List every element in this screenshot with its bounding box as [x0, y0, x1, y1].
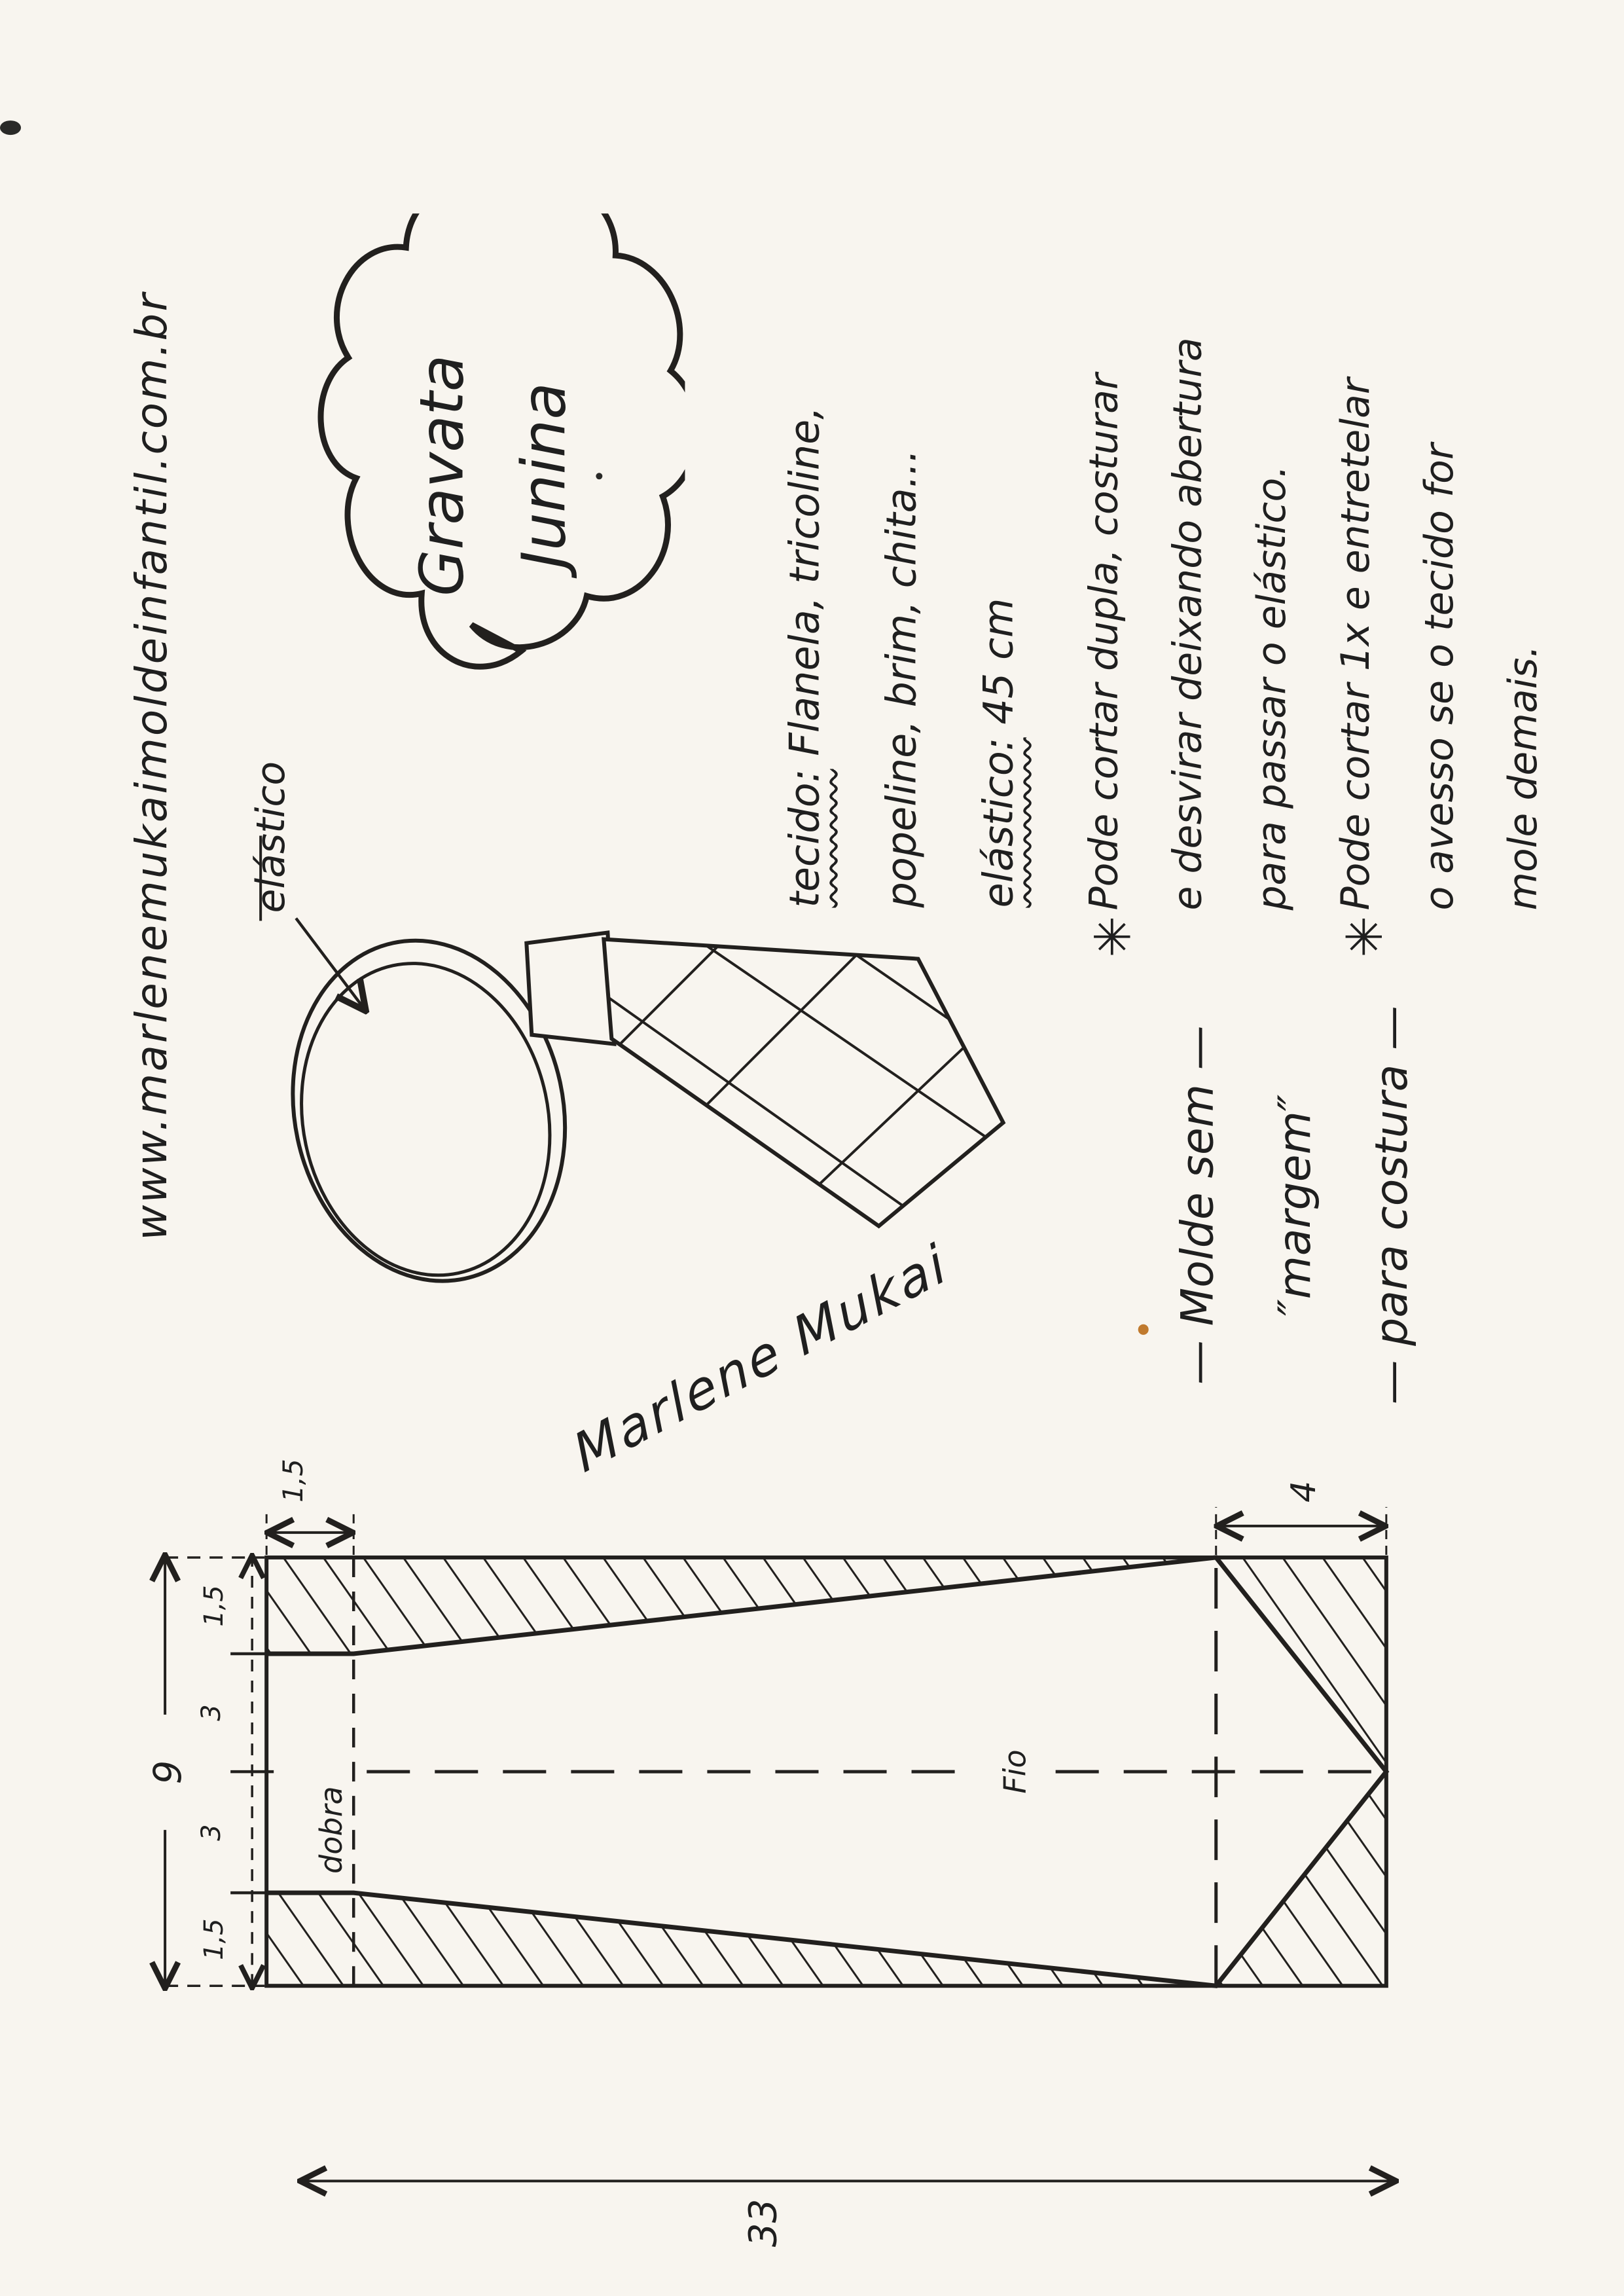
tip-length-label: 4	[1284, 1480, 1324, 1503]
grain-label: Fio	[997, 1749, 1033, 1794]
tie-body	[604, 939, 1003, 1226]
elastic-label: elástico	[249, 761, 295, 913]
segment-label-4: 1,5	[199, 1585, 230, 1627]
length-total-label: 33	[740, 2198, 785, 2248]
materials-line-1	[757, 407, 854, 908]
tie-knot	[526, 933, 614, 1044]
note-2-line-3: mole demais.	[1500, 645, 1547, 911]
segment-label-2: 3	[196, 1824, 227, 1841]
title-line-1: Gravata	[406, 354, 477, 596]
materials-line-3	[951, 407, 1048, 908]
materials-line-1-rest: Flanela, tricoline,	[782, 406, 829, 769]
note-2-line-1: Pode cortar 1x e entretelar	[1333, 378, 1379, 911]
fold-label: dobra	[314, 1786, 350, 1874]
segment-label-3: 3	[196, 1704, 227, 1721]
materials-word-tecido: tecido:	[782, 769, 829, 908]
molde-line-2: ″margem″	[1269, 1094, 1322, 1316]
materials-block	[757, 407, 1047, 908]
materials-line-2: popeline, brim, chita...	[878, 449, 926, 908]
tip-extension-lines	[1216, 1507, 1386, 1555]
width-total-label: 9	[145, 1760, 190, 1785]
segment-label-1: 1,5	[199, 1918, 230, 1960]
elastic-pointer-arrow	[296, 919, 364, 1009]
note-1-line-2: e desvirar deixando abertura	[1165, 337, 1212, 911]
fold-offset-label: 1,5	[277, 1459, 310, 1503]
note-2	[1315, 378, 1566, 958]
note-1	[1064, 337, 1315, 958]
no-seam-allowance-note	[1150, 937, 1441, 1474]
asterisk-icon: ✳	[1084, 915, 1142, 958]
title-text	[390, 279, 594, 672]
tie-pattern-diagram	[165, 1507, 1394, 2181]
note-2-line-2: o avesso se o tecido for	[1416, 443, 1463, 911]
note-1-line-3: para passar o elástico.	[1249, 465, 1295, 911]
designer-signature: Marlene Mukai	[566, 1233, 957, 1485]
molde-line-1: — Molde sem —	[1172, 1025, 1225, 1385]
title-line-2: Junina	[508, 382, 579, 569]
materials-word-elastico: elástico:	[975, 737, 1023, 908]
materials-line-3-rest: 45 cm	[975, 598, 1023, 738]
note-1-line-1: Pode cortar dupla, costurar	[1081, 373, 1128, 911]
asterisk-icon: ✳	[1335, 915, 1394, 958]
website-url: www.marlenemukaimoldeinfantil.com.br	[126, 291, 177, 1241]
molde-line-3: — para costura —	[1365, 1006, 1418, 1405]
